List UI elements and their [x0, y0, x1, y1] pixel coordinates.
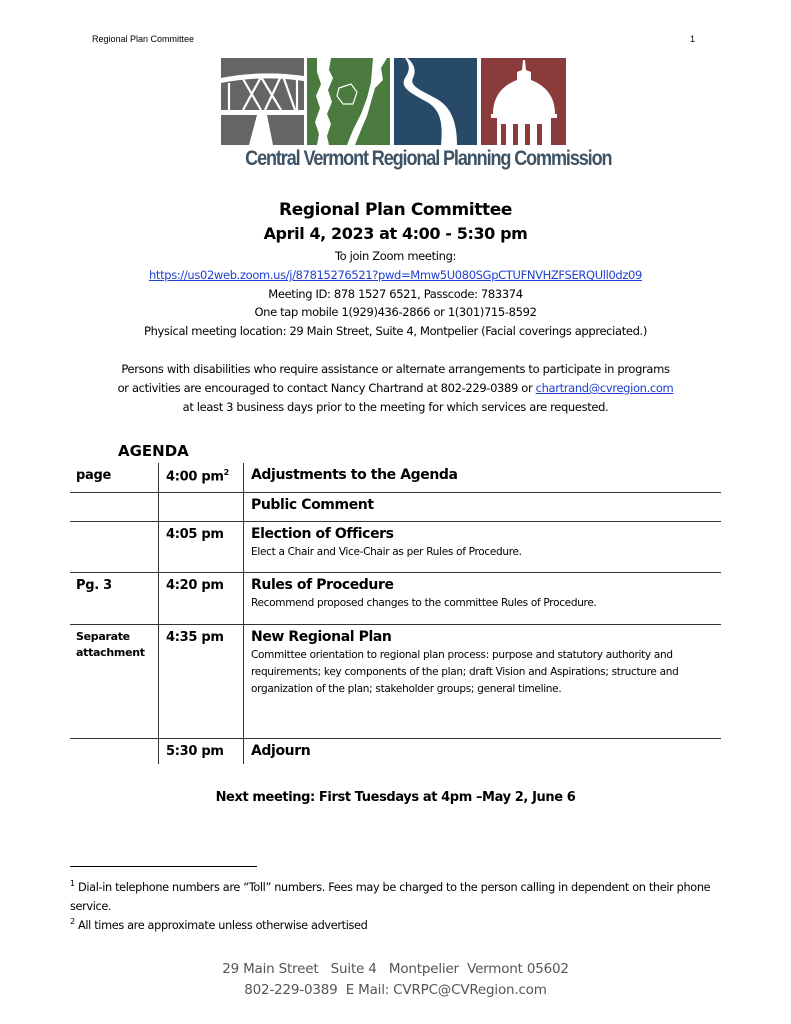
agenda-row [70, 493, 721, 522]
footnote-ref-2: 2 [223, 468, 229, 477]
agenda-heading: AGENDA [118, 442, 189, 460]
accessibility-line-3: at least 3 business days prior to the meeting for which services are requested. [182, 400, 609, 414]
zoom-meeting-link[interactable]: https://us02web.zoom.us/j/87815276521?pwd=Mmw5U080SGpCTUFNVHZFSERQUll0dz09 [148, 268, 642, 282]
vermont-map-icon [307, 58, 390, 145]
phone-numbers: One tap mobile 1(929)436-2866 or 1(301)715-8592 [254, 305, 537, 319]
agenda-item-description: Committee orientation to regional plan process: purpose and statutory authority and requirements; key components of the plan; draft Vision and Aspirations; structure and organization of the plan; stakeholder groups; general timeline. [251, 649, 679, 695]
agenda-page [70, 739, 158, 764]
agenda-header-row [70, 463, 721, 493]
time-column-header [158, 463, 243, 492]
agenda-row [70, 522, 721, 573]
page-number: 1 [690, 34, 696, 44]
page-column-header: page [76, 468, 112, 483]
agenda-item-description: Elect a Chair and Vice-Chair as per Rules of Procedure. [251, 546, 522, 558]
agenda-item-title: New Regional Plan [251, 629, 392, 645]
agenda-item-title: Election of Officers [251, 526, 394, 542]
meeting-title: Regional Plan Committee [279, 200, 512, 220]
agenda-item-description: Recommend proposed changes to the committee Rules of Procedure. [251, 597, 597, 609]
accessibility-line-2-text: or activities are encouraged to contact Nancy Chartrand at 802-229-0389 or [117, 381, 536, 395]
agenda-item-title: Rules of Procedure [251, 577, 394, 593]
contact-email-link[interactable]: chartrand@cvregion.com [535, 381, 674, 395]
footnote-mark: 2 [70, 917, 75, 926]
agenda-page: Separate attachment [76, 630, 145, 659]
logo-wordmark: Central Vermont Regional Planning Commission [245, 147, 612, 170]
capitol-dome-icon [481, 58, 566, 145]
zoom-intro: To join Zoom meeting: [334, 249, 457, 263]
agenda-item-title: Adjourn [251, 743, 311, 759]
physical-location: Physical meeting location: 29 Main Street, Suite 4, Montpelier (Facial coverings appreciated.) [144, 324, 647, 338]
agenda-time: 4:20 pm [158, 573, 243, 624]
accessibility-line-1: Persons with disabilities who require assistance or alternate arrangements to participate in programs [121, 362, 670, 376]
agenda-item-adjustments: Adjustments to the Agenda [243, 463, 721, 492]
agenda-time: 4:35 pm [158, 625, 243, 738]
agenda-row [70, 625, 721, 739]
agenda-page [70, 522, 158, 572]
footnote-text: All times are approximate unless otherwise advertised [78, 918, 368, 932]
river-icon [394, 58, 477, 145]
meeting-id-passcode: Meeting ID: 878 1527 6521, Passcode: 783374 [268, 287, 523, 301]
accessibility-line-2 [0, 381, 791, 395]
footer-address: 29 Main Street Suite 4 Montpelier Vermont 05602 [222, 961, 569, 977]
footer-contact: 802-229-0389 E Mail: CVRPC@CVRegion.com [244, 982, 547, 998]
agenda-item-title: Public Comment [251, 497, 374, 513]
agenda-time: 5:30 pm [158, 739, 243, 764]
agenda-time [158, 493, 243, 521]
cvrpc-logo [221, 58, 612, 176]
logo-panels [221, 58, 566, 146]
agenda-time: 4:05 pm [158, 522, 243, 572]
footnote-2 [70, 912, 730, 935]
footnote-text: Dial-in telephone numbers are “Toll” numbers. Fees may be charged to the person calling in dependent on their phone service. [70, 880, 711, 913]
running-header-title: Regional Plan Committee [92, 34, 195, 44]
agenda-row [70, 739, 721, 764]
footnote-separator [70, 866, 257, 867]
agenda-page: Pg. 3 [76, 578, 112, 593]
next-meeting: Next meeting: First Tuesdays at 4pm –May 2, June 6 [215, 790, 576, 805]
header-time: 4:00 pm [166, 469, 224, 485]
bridge-icon [221, 58, 304, 145]
meeting-date-time: April 4, 2023 at 4:00 - 5:30 pm [263, 224, 528, 243]
agenda-row [70, 573, 721, 625]
agenda-page [70, 493, 158, 521]
footnote-1 [70, 874, 730, 916]
footnote-mark: 1 [70, 879, 75, 888]
